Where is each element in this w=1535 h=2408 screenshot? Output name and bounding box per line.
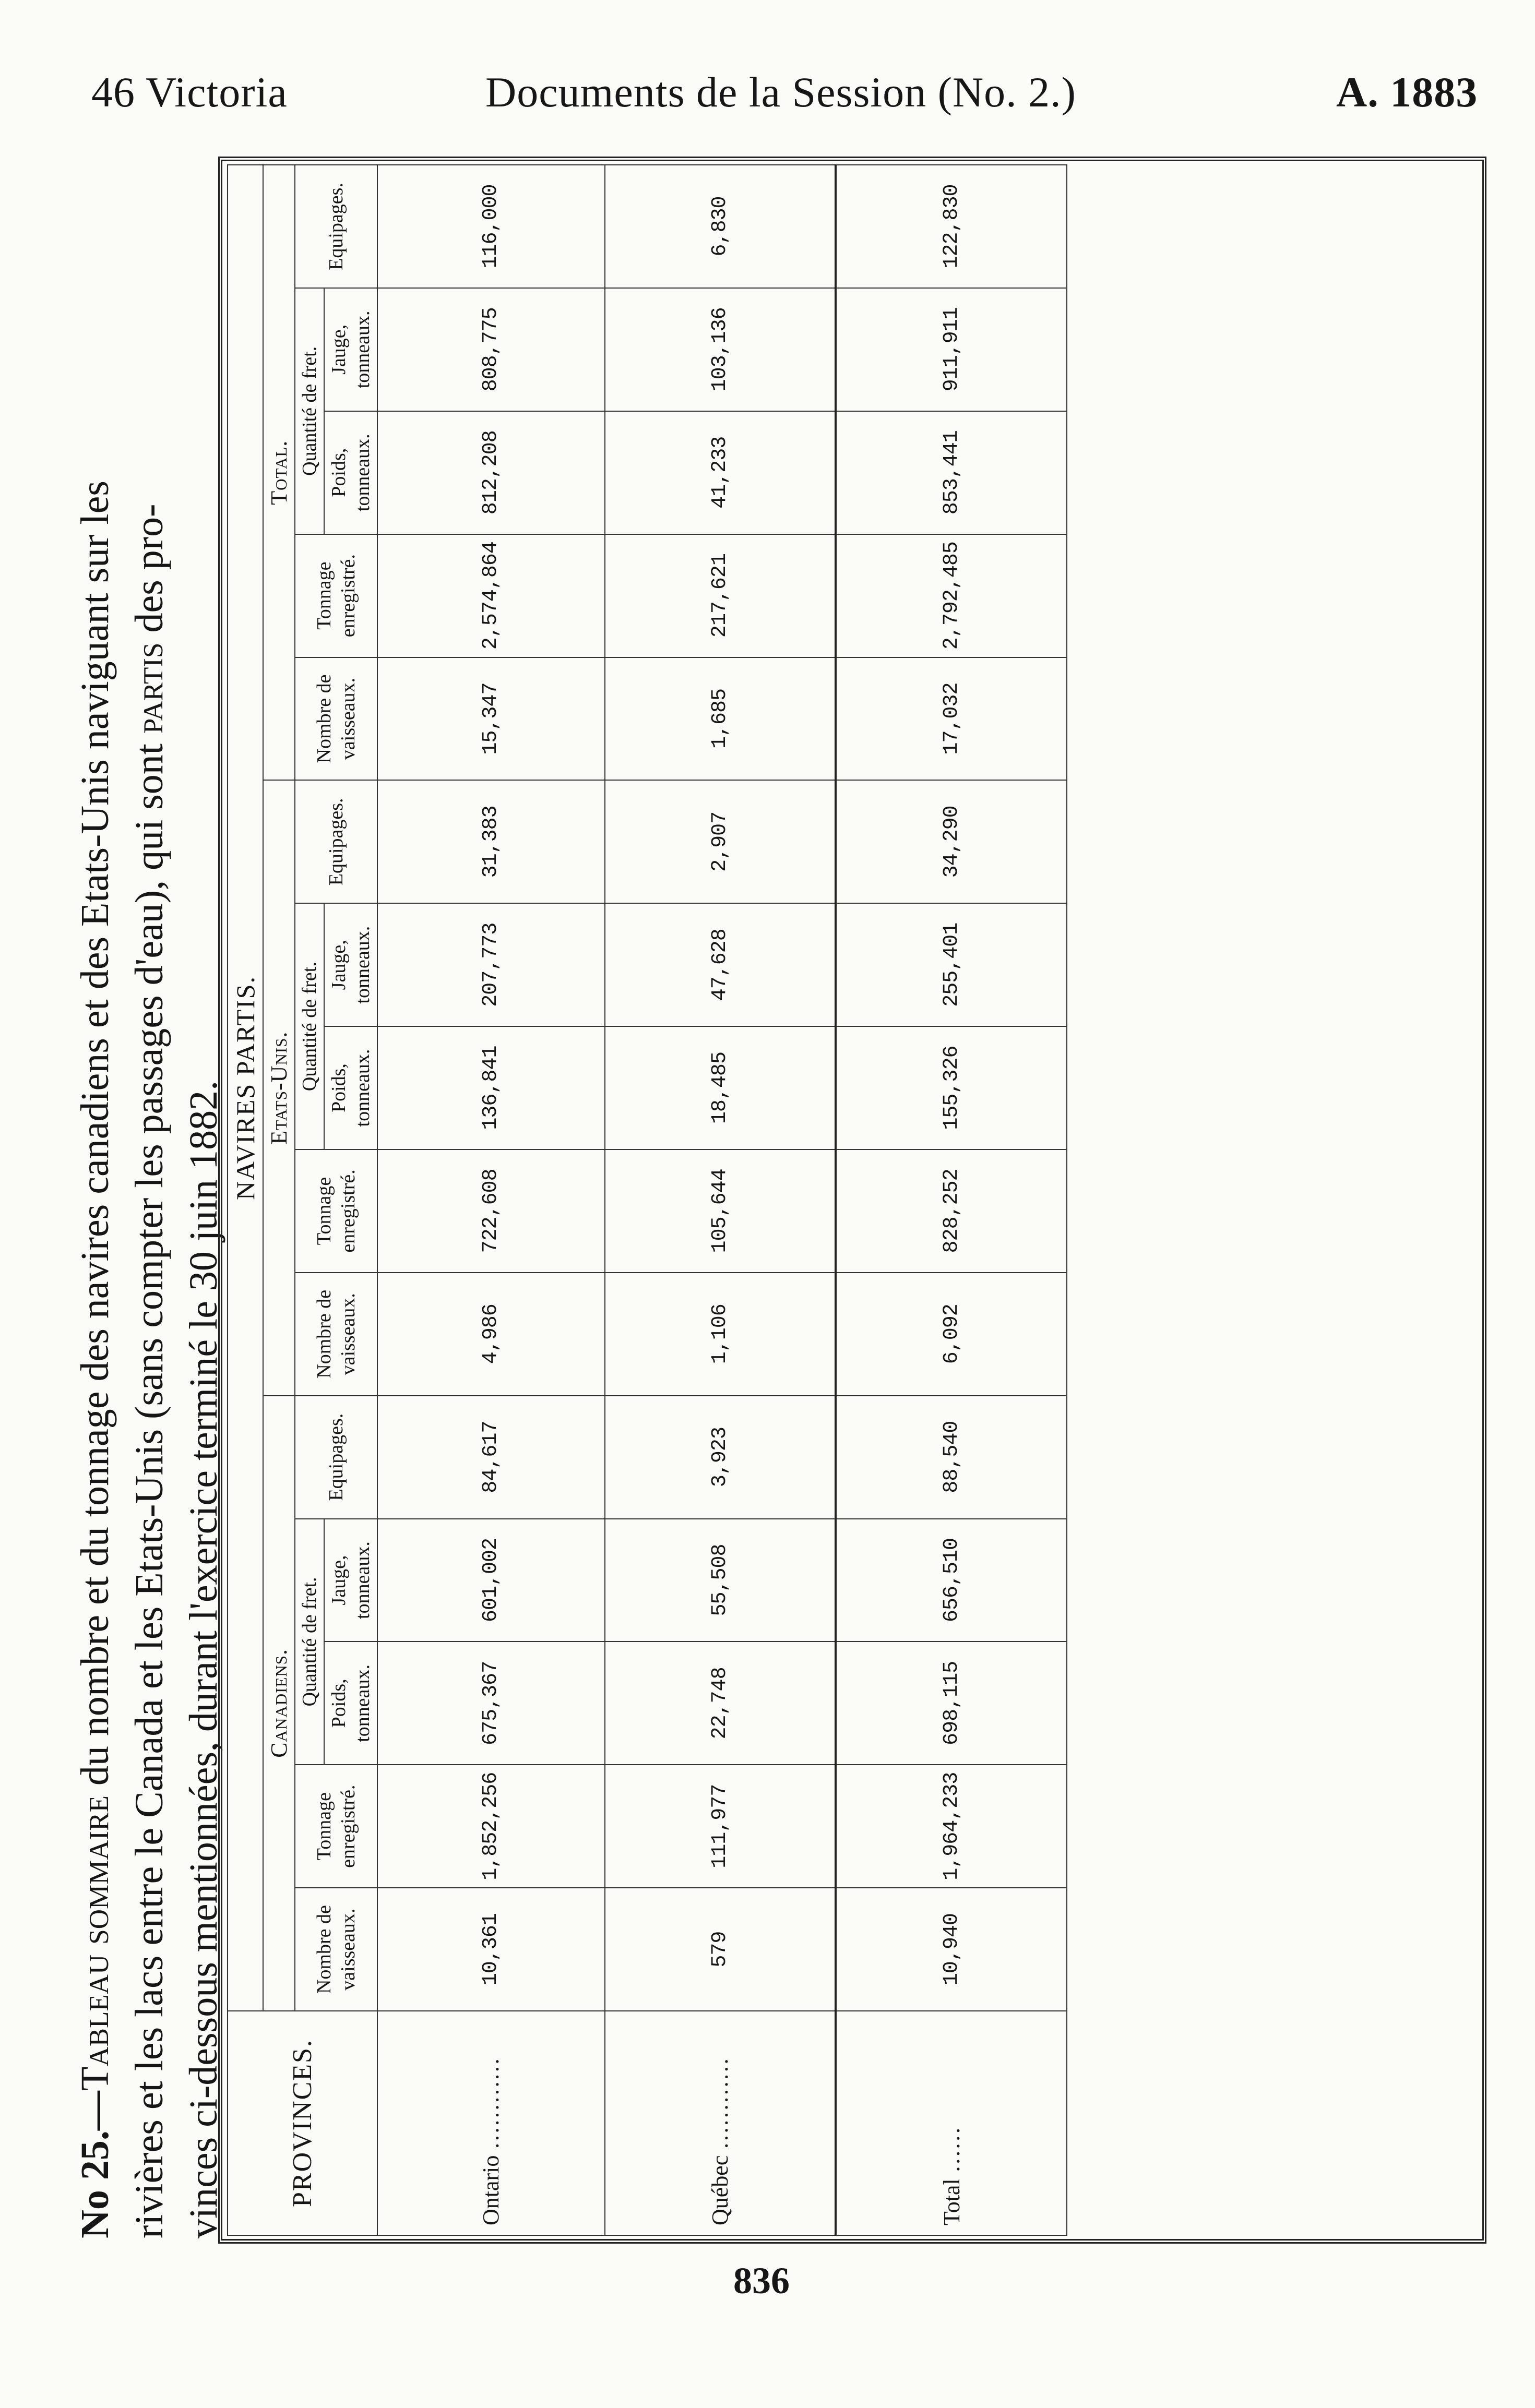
total-label: Total [938,2178,965,2225]
cell: 675,367 [377,1642,605,1765]
col-header-jauge: Jauge, tonneaux. [324,288,377,411]
summary-table-container [227,164,1067,2236]
cell: 3,923 [605,1396,836,1519]
cell: 601,002 [377,1519,605,1642]
province-name: Québec [707,2155,733,2225]
row-label [836,2011,1067,2235]
cell: 255,401 [836,903,1067,1026]
cell: 6,092 [836,1273,1067,1396]
cell: 47,628 [605,903,836,1026]
cell: 853,441 [836,411,1067,534]
cell: 2,574,864 [377,534,605,657]
cell: 18,485 [605,1026,836,1149]
cell: 656,510 [836,1519,1067,1642]
cell: 105,644 [605,1149,836,1273]
cell: 2,792,485 [836,534,1067,657]
running-head-center: Documents de la Session (No. 2.) [485,68,1076,116]
navires-partis-header: NAVIRES PARTIS. [228,165,263,2011]
cell: 34,290 [836,780,1067,903]
table-row-total [836,165,1067,2235]
caption-line-2 [122,125,176,2238]
col-header-fret: Quantité de fret. [295,1519,324,1765]
col-header-fret: Quantité de fret. [295,288,324,534]
cell: 155,326 [836,1026,1067,1149]
cell: 22,748 [605,1642,836,1765]
cell: 111,977 [605,1765,836,1888]
table-row-quebec [605,165,836,2235]
col-header-poids: Poids, tonneaux. [324,1642,377,1765]
row-label [377,2011,605,2235]
cell: 722,608 [377,1149,605,1273]
cell: 4,986 [377,1273,605,1396]
col-header-equipages: Equipages. [295,780,377,903]
cell: 207,773 [377,903,605,1026]
cell: 217,621 [605,534,836,657]
summary-table [227,164,1067,2236]
cell: 828,252 [836,1149,1067,1273]
cell: 31,383 [377,780,605,903]
cell: 55,508 [605,1519,836,1642]
cell: 1,106 [605,1273,836,1396]
col-header-jauge: Jauge, tonneaux. [324,903,377,1026]
col-header-nombre: Nombre de vaisseaux. [295,1888,377,2011]
cell: 122,830 [836,165,1067,288]
cell: 579 [605,1888,836,2011]
cell: 17,032 [836,657,1067,781]
group-header-total: Total. [263,165,295,780]
col-header-poids: Poids, tonneaux. [324,1026,377,1149]
leader-dots: ………… [478,2057,504,2150]
caption-line-3: vinces ci-dessous mentionnées, durant l'exercice terminé le 30 juin 1882. [182,1080,225,2238]
col-header-tonnage: Tonnage enregistré. [295,534,377,657]
table-caption [68,125,231,2238]
col-header-tonnage: Tonnage enregistré. [295,1149,377,1273]
col-header-jauge: Jauge, tonneaux. [324,1519,377,1642]
group-header-etats-unis: Etats-Unis. [263,780,295,1395]
cell: 808,775 [377,288,605,411]
provinces-header: PROVINCES. [228,2011,377,2235]
group-header-canadiens: Canadiens. [263,1396,295,2011]
col-header-equipages: Equipages. [295,165,377,288]
cell: 10,940 [836,1888,1067,2011]
caption-number: No 25.— [73,2091,117,2238]
caption-line-2-caps: partis [127,642,171,734]
caption-caps: Tableau sommaire [73,1795,117,2091]
cell: 41,233 [605,411,836,534]
running-head-right: A. 1883 [1336,68,1478,116]
cell: 88,540 [836,1396,1067,1519]
caption-line-1-text: du nombre et du tonnage des navires canadiens et des Etats-Unis naviguant sur les [73,481,117,1796]
caption-line-2-end: des pro- [127,504,171,643]
province-name: Ontario [478,2155,504,2225]
page-number: 836 [733,2260,790,2302]
cell: 1,852,256 [377,1765,605,1888]
cell: 116,000 [377,165,605,288]
cell: 2,907 [605,780,836,903]
cell: 911,911 [836,288,1067,411]
col-header-nombre: Nombre de vaisseaux. [295,1273,377,1396]
col-header-nombre: Nombre de vaisseaux. [295,657,377,781]
cell: 84,617 [377,1396,605,1519]
cell: 812,208 [377,411,605,534]
table-row-ontario [377,165,605,2235]
leader-dots: …… [938,2127,965,2173]
row-label [605,2011,836,2235]
cell: 1,685 [605,657,836,781]
cell: 6,830 [605,165,836,288]
col-header-poids: Poids, tonneaux. [324,411,377,534]
cell: 103,136 [605,288,836,411]
cell: 15,347 [377,657,605,781]
caption-line-1 [68,125,122,2238]
col-header-equipages: Equipages. [295,1396,377,1519]
cell: 698,115 [836,1642,1067,1765]
col-header-fret: Quantité de fret. [295,903,324,1149]
cell: 1,964,233 [836,1765,1067,1888]
leader-dots: ………… [707,2057,733,2150]
col-header-tonnage: Tonnage enregistré. [295,1765,377,1888]
running-head-left: 46 Victoria [91,68,288,116]
cell: 136,841 [377,1026,605,1149]
caption-line-2-text: rivières et les lacs entre le Canada et les Etats-Unis (sans compter les passages d'eau), qui sont [127,734,171,2238]
cell: 10,361 [377,1888,605,2011]
